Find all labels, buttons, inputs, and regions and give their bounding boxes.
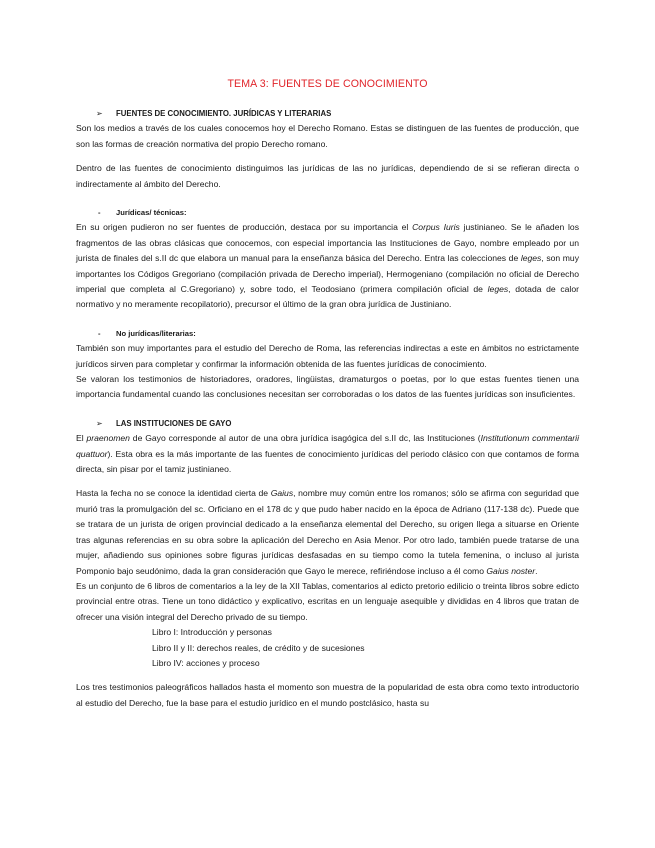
page-title: TEMA 3: FUENTES DE CONOCIMIENTO <box>227 78 428 90</box>
paragraph: Los tres testimonios paleográficos hallados hasta el momento son muestra de la popularidad de esta obra como texto introductorio al estudio del Derecho, fue la base para el estudio jurídico en el mundo postclásico, hasta su <box>76 682 579 708</box>
paragraph: Es un conjunto de 6 libros de comentarios a la ley de la XII Tablas, comentarios al edicto pretorio edilicio o treinta libros sobre edicto provincial entre otras. Tiene un tono didáctico y explicativo, escritas en un lenguaje asequible y divididas en 4 libros que tratan de ofrecer una visión integral del Derecho privado de su tiempo. <box>76 580 579 622</box>
list-item: Libro I: Introducción y personas <box>152 627 272 638</box>
arrow-bullet-icon: ➢ <box>96 418 103 428</box>
heading-text: FUENTES DE CONOCIMIENTO. JURÍDICAS Y LITERARIAS <box>116 109 332 118</box>
arrow-bullet-icon: ➢ <box>96 109 103 118</box>
books-list <box>76 625 579 671</box>
dash-bullet: - <box>98 328 101 338</box>
paragraph: En su origen pudieron no ser fuentes de producción, destaca por su importancia el Corpus Iuris justinianeo. Se le añaden los fragmentos de las obras clásicas que conocemos, con especial importancia las Instituciones de Gayo, nombre empleado por un jurista de finales del s.II dc que elabora un manual para la enseñanza básica del Derecho. Entra las colecciones de leges, son muy importantes los Códigos Gregoriano (compilación privada de Derecho imperial), Hermogeniano (compilación no oficial de Derecho imperial que completa al C.Gregoriano) y, sobre todo, el Teodosiano (primera compilación oficial de leges, dotada de calor normativo y no meramente recopilatorio), precursor el último de la gran obra jurídica de Justiniano. <box>76 222 580 310</box>
paragraph: También son muy importantes para el estudio del Derecho de Roma, las referencias indirectas a este en ámbitos no estrictamente jurídicos sirven para completar y confirmar la información obtenida de las fuentes jurídicas de conocimiento. <box>76 343 579 369</box>
subheading-text: Jurídicas/ técnicas: <box>116 208 187 218</box>
section-heading-fuentes <box>76 106 579 121</box>
heading-text: LAS INSTITUCIONES DE GAYO <box>116 418 232 428</box>
dash-bullet: - <box>98 208 101 218</box>
subheading-juridicas <box>76 205 579 220</box>
list-item: Libro II y II: derechos reales, de crédito y de sucesiones <box>152 642 365 653</box>
paragraph: El praenomen de Gayo corresponde al autor de una obra jurídica isagógica del s.II dc, las Instituciones (Institutionum commentarii quattuor). Esta obra es la más importante de las fuentes de conocimiento jurídicas del periodo clásico con que contamos de forma directa, sin pisar por el tamiz justinianeo. <box>76 433 579 475</box>
paragraph: Son los medios a través de los cuales conocemos hoy el Derecho Romano. Estas se distinguen de las fuentes de producción, que son las formas de creación normativa del propio Derecho romano. <box>76 123 579 149</box>
section-heading-instituciones <box>76 416 579 431</box>
list-item: Libro IV: acciones y proceso <box>152 657 260 668</box>
subheading-no-juridicas <box>76 326 579 341</box>
paragraph: Dentro de las fuentes de conocimiento distinguimos las jurídicas de las no jurídicas, dependiendo de si se refieran directa o indirectamente al ámbito del Derecho. <box>76 163 579 189</box>
paragraph: Hasta la fecha no se conoce la identidad cierta de Gaius, nombre muy común entre los romanos; sólo se afirma con seguridad que murió tras la promulgación del sc. Orficiano en el 178 dc y que pudo haber nacido en la época de Adriano (117-138 dc). Puede que se tratara de un jurista de origen provincial dedicado a la enseñanza elemental del Derecho, su origen llega a situarse en Oriente tras algunas referencias en su obra sobre la aplicación del Derecho en Asia Menor. Por otro lado, también puede tratarse de una mujer, añadiendo sus opiniones sobre figuras jurídicas desfasadas en su tiempo como la tutela femenina, o incluso al jurista Pomponio bajo seudónimo, dada la gran consideración que Gayo le merece, refiriéndose incluso a él como Gaius noster. <box>76 488 579 576</box>
document-body <box>76 106 579 711</box>
paragraph: Se valoran los testimonios de historiadores, oradores, lingüistas, dramaturgos o poetas, por lo que estas fuentes tienen una importancia fundamental cuando las conclusiones necesitan ser corroboradas o los datos de las fuentes jurídicas son insuficientes. <box>76 374 579 400</box>
subheading-text: No jurídicas/literarias: <box>116 328 196 338</box>
